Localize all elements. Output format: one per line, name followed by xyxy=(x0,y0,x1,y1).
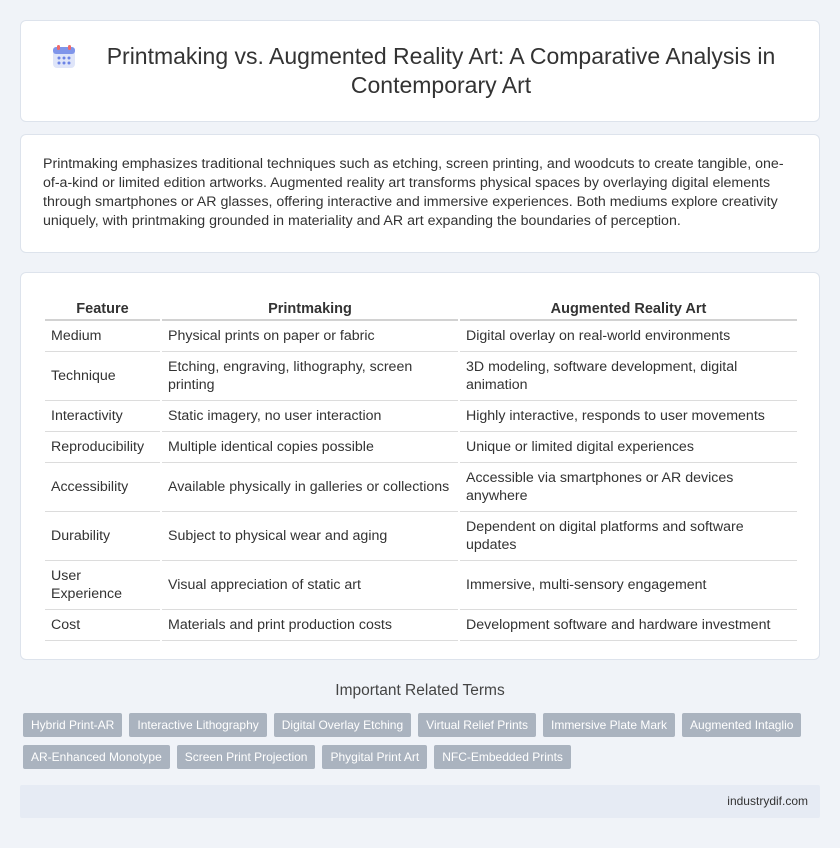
table-row xyxy=(45,321,797,352)
tag-nfc-embedded-prints[interactable]: NFC-Embedded Prints xyxy=(434,745,571,769)
row-printmaking: Multiple identical copies possible xyxy=(162,432,458,463)
row-feature: Cost xyxy=(45,610,160,641)
row-ar-art: Immersive, multi-sensory engagement xyxy=(460,561,797,610)
tag-immersive-plate-mark[interactable]: Immersive Plate Mark xyxy=(543,713,675,737)
intro-card xyxy=(20,134,820,253)
row-feature: Durability xyxy=(45,512,160,561)
header-printmaking: Printmaking xyxy=(162,295,458,321)
row-printmaking: Available physically in galleries or collections xyxy=(162,463,458,512)
tag-augmented-intaglio[interactable]: Augmented Intaglio xyxy=(682,713,801,737)
calendar-icon xyxy=(51,44,77,70)
related-terms-tags xyxy=(23,713,823,777)
table-row xyxy=(45,432,797,463)
table-row xyxy=(45,463,797,512)
row-feature: Reproducibility xyxy=(45,432,160,463)
table-row xyxy=(45,352,797,401)
related-terms-title: Important Related Terms xyxy=(335,682,505,699)
row-feature: Medium xyxy=(45,321,160,352)
row-feature: Technique xyxy=(45,352,160,401)
tag-hybrid-print-ar[interactable]: Hybrid Print-AR xyxy=(23,713,122,737)
page-title: Printmaking vs. Augmented Reality Art: A Comparative Analysis in Contemporary Art xyxy=(106,43,776,98)
row-printmaking: Subject to physical wear and aging xyxy=(162,512,458,561)
row-ar-art: Development software and hardware investment xyxy=(460,610,797,641)
comparison-table xyxy=(43,295,799,641)
row-printmaking: Visual appreciation of static art xyxy=(162,561,458,610)
tag-digital-overlay-etching[interactable]: Digital Overlay Etching xyxy=(274,713,411,737)
row-printmaking: Physical prints on paper or fabric xyxy=(162,321,458,352)
tag-virtual-relief-prints[interactable]: Virtual Relief Prints xyxy=(418,713,536,737)
tag-screen-print-projection[interactable]: Screen Print Projection xyxy=(177,745,316,769)
tag-interactive-lithography[interactable]: Interactive Lithography xyxy=(129,713,266,737)
table-header-row xyxy=(45,295,797,321)
row-feature: Interactivity xyxy=(45,401,160,432)
table-row xyxy=(45,610,797,641)
row-feature: User Experience xyxy=(45,561,160,610)
row-ar-art: Accessible via smartphones or AR devices anywhere xyxy=(460,463,797,512)
comparison-table-card xyxy=(20,272,820,660)
row-feature: Accessibility xyxy=(45,463,160,512)
table-row xyxy=(45,512,797,561)
row-ar-art: Unique or limited digital experiences xyxy=(460,432,797,463)
footer-site-link[interactable]: industrydif.com xyxy=(727,794,808,808)
row-ar-art: 3D modeling, software development, digital animation xyxy=(460,352,797,401)
header-feature: Feature xyxy=(45,295,160,321)
intro-paragraph: Printmaking emphasizes traditional techniques such as etching, screen printing, and woodcuts to create tangible, one-of-a-kind or limited edition artworks. Augmented reality art transforms physical spaces by overlaying digital elements through smartphones or AR glasses, offering interactive and immersive experiences. Both mediums explore creativity uniquely, with printmaking grounded in materiality and AR art expanding the boundaries of perception. xyxy=(43,156,784,229)
row-ar-art: Dependent on digital platforms and software updates xyxy=(460,512,797,561)
tag-ar-enhanced-monotype[interactable]: AR-Enhanced Monotype xyxy=(23,745,170,769)
row-ar-art: Highly interactive, responds to user movements xyxy=(460,401,797,432)
tag-phygital-print-art[interactable]: Phygital Print Art xyxy=(322,745,427,769)
title-card xyxy=(20,20,820,122)
table-row xyxy=(45,401,797,432)
row-ar-art: Digital overlay on real-world environments xyxy=(460,321,797,352)
table-row xyxy=(45,561,797,610)
row-printmaking: Etching, engraving, lithography, screen printing xyxy=(162,352,458,401)
footer xyxy=(20,785,820,818)
row-printmaking: Static imagery, no user interaction xyxy=(162,401,458,432)
row-printmaking: Materials and print production costs xyxy=(162,610,458,641)
header-ar-art: Augmented Reality Art xyxy=(460,295,797,321)
